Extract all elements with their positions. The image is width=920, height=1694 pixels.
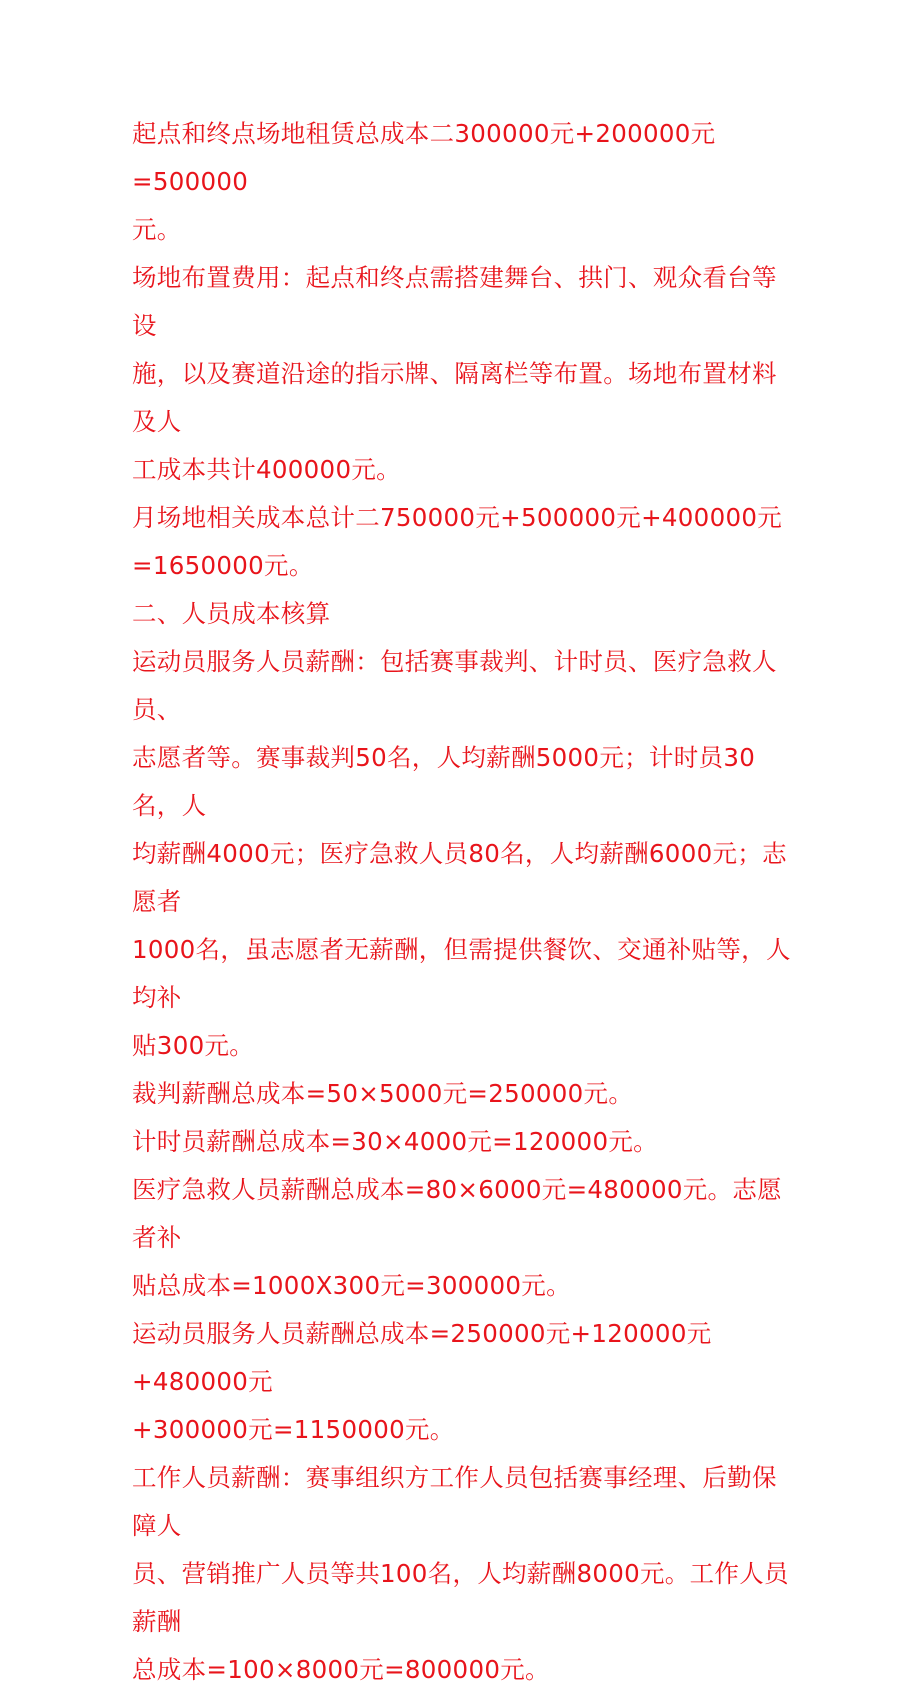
paragraph-service-staff-total: 运动员服务人员薪酬总成本=250000元+120000元+480000元 +300000元=1150000元。	[132, 1319, 712, 1444]
section-heading-personnel-cost: 二、人员成本核算	[132, 599, 331, 628]
paragraph-venue-rental-total: 起点和终点场地租赁总成本二300000元+200000元=500000 元。	[132, 119, 716, 244]
paragraph-timer-total: 计时员薪酬总成本=30×4000元=120000元。	[132, 1127, 658, 1156]
document-body	[132, 110, 800, 1694]
paragraph-venue-cost-total: 月场地相关成本总计二750000元+500000元+400000元 =1650000元。	[132, 503, 783, 580]
paragraph-referee-total: 裁判薪酬总成本=50×5000元=250000元。	[132, 1079, 634, 1108]
paragraph-athlete-service-staff: 运动员服务人员薪酬：包括赛事裁判、计时员、医疗急救人员、 志愿者等。赛事裁判50名，人均薪酬5000元；计时员30名，人 均薪酬4000元；医疗急救人员80名，人均薪酬6000元；志愿者 1000名，虽志愿者无薪酬，但需提供餐饮、交通补贴等，人均补 贴300元。	[132, 647, 791, 1060]
paragraph-venue-setup-cost: 场地布置费用：起点和终点需搭建舞台、拱门、观众看台等设 施，以及赛道沿途的指示牌、隔离栏等布置。场地布置材料及人 工成本共计400000元。	[132, 263, 777, 484]
paragraph-work-staff-salary: 工作人员薪酬：赛事组织方工作人员包括赛事经理、后勤保障人 员、营销推广人员等共100名，人均薪酬8000元。工作人员薪酬 总成本=100×8000元=800000元。	[132, 1463, 789, 1684]
paragraph-medical-volunteer-total: 医疗急救人员薪酬总成本=80×6000元=480000元。志愿者补 贴总成本=1000X300元=300000元。	[132, 1175, 782, 1300]
